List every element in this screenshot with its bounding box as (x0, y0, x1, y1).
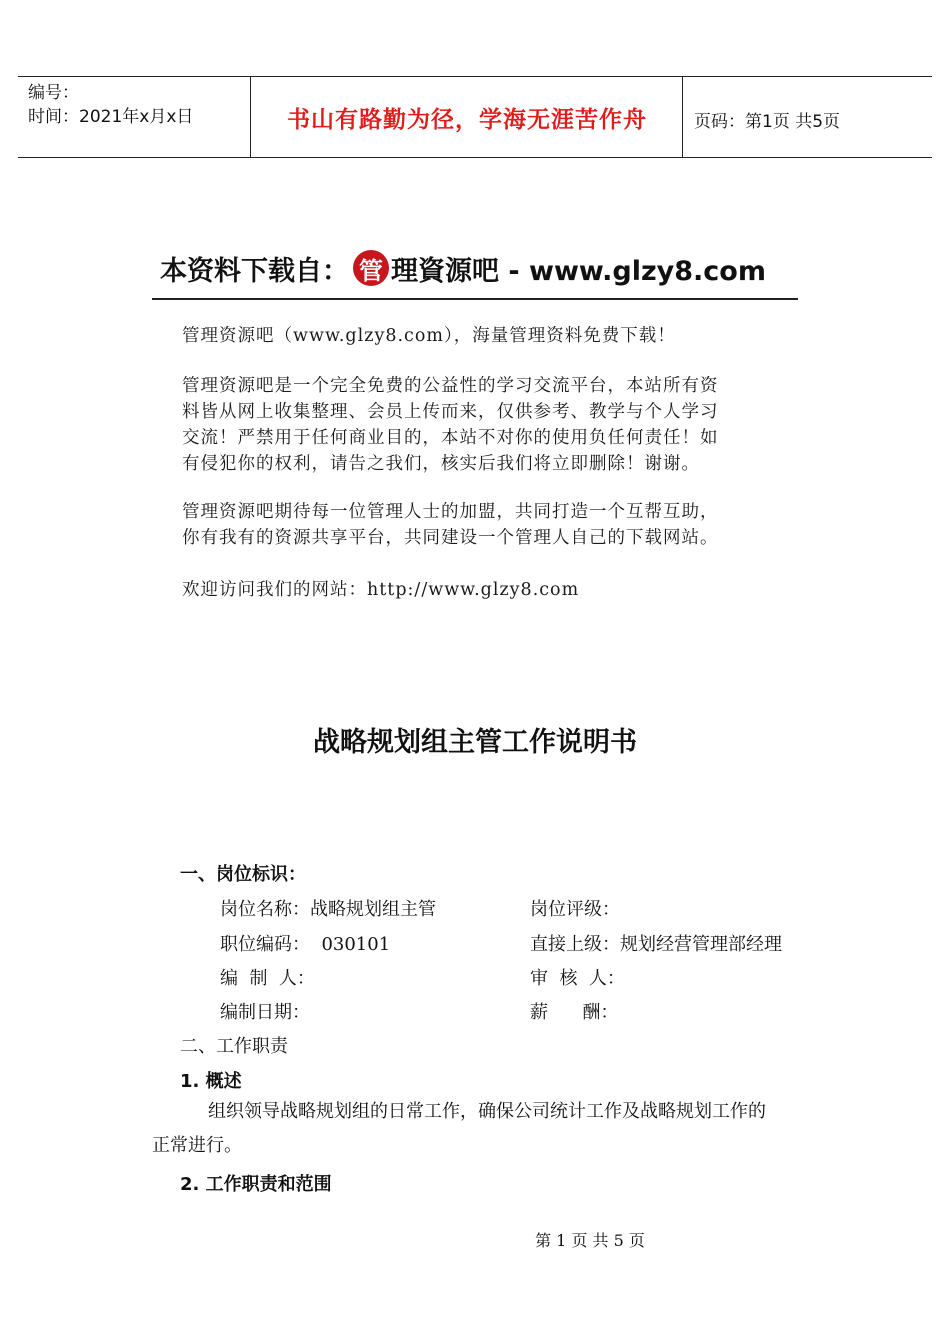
page-header (18, 76, 932, 158)
time-label: 时间：2021年x月x日 (28, 107, 194, 127)
banner-prefix: 本资料下载自： (160, 255, 349, 287)
reviewer: 审 核 人： (530, 968, 625, 989)
subsection-heading: 2. 工作职责和范围 (180, 1174, 332, 1195)
site-logo-icon: 管 (353, 250, 389, 286)
salary: 薪 酬： (530, 1002, 619, 1023)
notice-line: 交流！严禁用于任何商业目的，本站不对你的使用负任何责任！如 (182, 428, 719, 448)
notice-line: 欢迎访问我们的网站：http://www.glzy8.com (182, 580, 580, 600)
notice-line: 管理资源吧（www.glzy8.com），海量管理资料免费下载！ (182, 326, 676, 346)
notice-line: 有侵犯你的权利，请告之我们，核实后我们将立即删除！谢谢。 (182, 454, 700, 474)
notice-line: 你有我有的资源共享平台，共同建设一个管理人自己的下载网站。 (182, 528, 719, 548)
post-grade: 岗位评级： (530, 899, 620, 920)
notice-line: 料皆从网上收集整理、会员上传而来，仅供参考、教学与个人学习 (182, 402, 719, 422)
overview-line: 组织领导战略规划组的日常工作，确保公司统计工作及战略规划工作的 (208, 1101, 766, 1122)
header-divider (682, 77, 683, 157)
notice-line: 管理资源吧是一个完全免费的公益性的学习交流平台，本站所有资 (182, 376, 719, 396)
download-banner (160, 244, 800, 292)
section-heading: 一、岗位标识： (180, 864, 306, 885)
supervisor: 直接上级：规划经营管理部经理 (530, 934, 782, 955)
notice-line: 管理资源吧期待每一位管理人士的加盟，共同打造一个互帮互助， (182, 502, 719, 522)
header-page-info: 页码：第1页 共5页 (694, 112, 841, 132)
page-footer: 第 1 页 共 5 页 (535, 1231, 645, 1250)
banner-site: 理資源吧 - www.glzy8.com (391, 255, 766, 287)
header-divider (250, 77, 251, 157)
header-meta (28, 81, 256, 129)
author: 编 制 人： (220, 968, 315, 989)
post-name: 岗位名称：战略规划组主管 (220, 899, 436, 920)
document-title: 战略规划组主管工作说明书 (313, 727, 637, 758)
post-code: 职位编码： 030101 (220, 934, 391, 955)
subsection-heading: 1. 概述 (180, 1071, 242, 1092)
overview-line: 正常进行。 (152, 1135, 242, 1156)
banner-divider (152, 298, 798, 300)
section-heading: 二、工作职责 (180, 1036, 288, 1057)
edit-date: 编制日期： (220, 1002, 310, 1023)
serial-label: 编号： (28, 83, 79, 103)
header-motto: 书山有路勤为径，学海无涯苦作舟 (287, 107, 647, 133)
